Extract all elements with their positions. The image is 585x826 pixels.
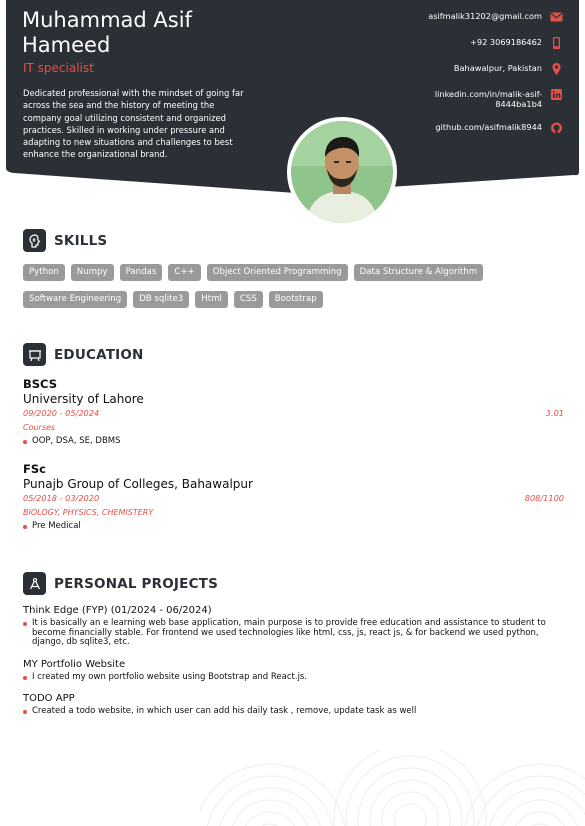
education-section	[23, 343, 564, 531]
chalkboard-icon	[23, 343, 46, 366]
skills-tag-list	[23, 264, 543, 318]
education-grade: 808/1100	[524, 492, 564, 503]
profile-photo	[287, 117, 397, 227]
candidate-name: Muhammad Asif Hameed	[22, 8, 192, 57]
skill-tag: Object Oriented Programming	[207, 264, 348, 281]
skills-section	[23, 229, 543, 318]
email-text[interactable]: asifmalik31202@gmail.com	[428, 11, 542, 21]
skill-tag: Pandas	[120, 264, 163, 281]
skill-tag: Python	[23, 264, 65, 281]
mobile-phone-icon	[550, 37, 563, 49]
skill-tag: Software Engineering	[23, 291, 127, 308]
skill-tag: DB sqlite3	[133, 291, 189, 308]
contact-location	[454, 63, 563, 75]
project-name: Think Edge (FYP) (01/2024 - 06/2024)	[23, 605, 212, 616]
skill-tag: Numpy	[71, 264, 114, 281]
education-heading	[23, 343, 564, 366]
github-icon	[550, 122, 563, 134]
education-subtitle: Courses	[23, 423, 56, 432]
profile-summary: Dedicated professional with the mindset of going far across the sea and the history of meeting the company goal utilizing consistent and organized practices. Skilled in working under pressure and adapting to new situations and challenges to best enhance the organizational brand.	[23, 88, 244, 160]
linkedin-text[interactable]: linkedin.com/in/malik-asif-8444ba1b4	[434, 89, 542, 109]
project-description: Created a todo website, in which user can add his daily task , remove, update task as well	[23, 707, 555, 717]
school-name: University of Lahore	[23, 392, 144, 406]
degree-name: FSc	[23, 461, 46, 476]
education-bullet: Pre Medical	[23, 522, 564, 532]
education-meta-row	[23, 408, 564, 418]
skills-heading	[23, 229, 543, 252]
skill-tag: Bootstrap	[269, 291, 323, 308]
projects-heading	[23, 572, 555, 595]
contact-phone[interactable]	[470, 37, 563, 49]
education-meta-row	[23, 493, 564, 503]
education-grade: 3.01	[545, 408, 564, 418]
map-pin-icon	[550, 63, 563, 75]
skill-tag: Html	[195, 291, 228, 308]
phone-text[interactable]: +92 3069186462	[470, 37, 542, 47]
linkedin-icon	[550, 89, 563, 101]
education-title: EDUCATION	[54, 346, 144, 363]
project-name: TODO APP	[23, 693, 75, 704]
skill-tag: C++	[168, 264, 200, 281]
project-entry	[23, 659, 555, 683]
contact-github[interactable]	[435, 122, 563, 134]
compass-icon	[23, 572, 46, 595]
education-dates: 09/2020 - 05/2024	[23, 408, 100, 418]
location-text: Bahawalpur, Pakistan	[453, 63, 542, 73]
github-text[interactable]: github.com/asifmalik8944	[435, 122, 542, 132]
education-bullet: OOP, DSA, SE, DBMS	[23, 437, 564, 447]
projects-title: PERSONAL PROJECTS	[54, 575, 219, 592]
brain-icon	[23, 229, 46, 252]
project-entry	[23, 605, 555, 648]
project-description: It is basically an e learning web base application, main purpose is to provide free education and assistance to student to become financially stable. For frontend we used technologies like html, css, js, react js, & for backend we used python, django, db sqlite3, etc.	[23, 619, 555, 648]
envelope-icon	[550, 11, 563, 23]
school-name: Punajb Group of Colleges, Bahawalpur	[23, 476, 253, 491]
contact-linkedin[interactable]	[422, 89, 563, 109]
education-entry	[23, 462, 564, 532]
skill-tag: CSS	[234, 291, 263, 308]
skills-title: SKILLS	[54, 232, 108, 249]
project-name: MY Portfolio Website	[23, 658, 126, 670]
education-entry	[23, 377, 564, 447]
skill-tag: Data Structure & Algorithm	[354, 264, 483, 281]
job-title: IT specialist	[23, 61, 94, 75]
degree-name: BSCS	[23, 377, 57, 391]
projects-section	[23, 572, 555, 717]
contact-email[interactable]	[428, 11, 563, 23]
project-description: I created my own portfolio website using Bootstrap and React.js.	[23, 673, 555, 683]
project-entry	[23, 693, 555, 717]
decorative-arc-pattern	[200, 750, 585, 826]
profile-photo-image	[291, 121, 393, 223]
education-dates: 05/2018 - 03/2020	[23, 492, 100, 503]
education-subtitle: BIOLOGY, PHYSICS, CHEMISTERY	[23, 507, 154, 517]
